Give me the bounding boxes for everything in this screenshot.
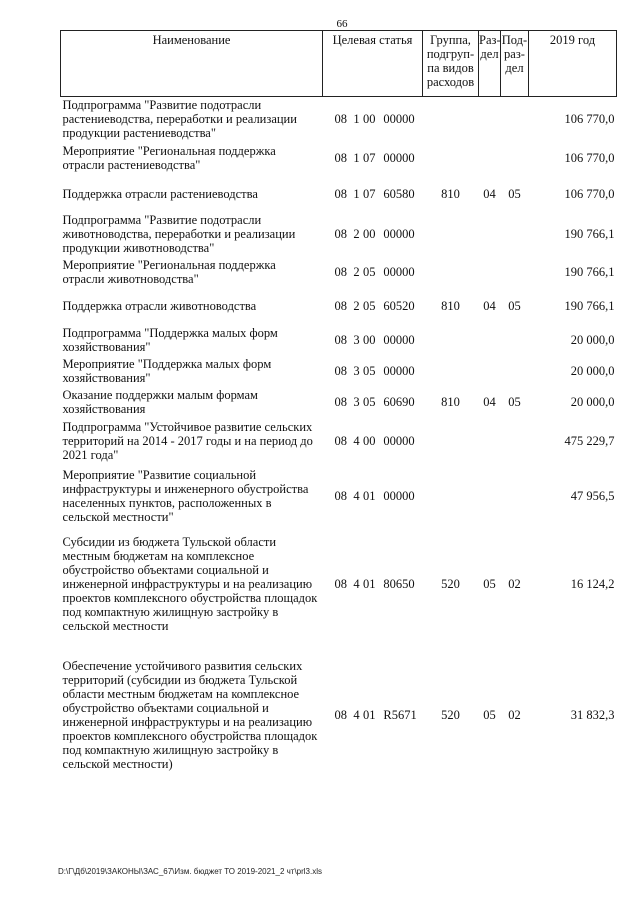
code-direction: 00000 [383, 488, 415, 503]
table-row [61, 529, 617, 639]
header-name: Наименование [61, 31, 323, 97]
code-event: 07 [363, 150, 376, 165]
code-direction: 00000 [383, 264, 415, 279]
row-name: Поддержка отрасли растениеводства [62, 186, 258, 201]
code-subprogram: 1 [353, 150, 360, 165]
code-event: 00 [363, 332, 376, 347]
row-name: Мероприятие "Развитие социальной инфраструктуры и инженерного обустройства населенных пунктов, расположенных в сельской местности" [62, 467, 309, 524]
table-row [61, 357, 617, 385]
row-amount: 47 956,5 [570, 488, 615, 503]
row-name: Подпрограмма "Поддержка малых форм хозяйствования" [62, 325, 278, 354]
code-direction: 00000 [383, 150, 415, 165]
code-direction: 60520 [383, 298, 415, 313]
code-event: 00 [363, 111, 376, 126]
row-amount: 475 229,7 [564, 433, 615, 448]
code-direction: 00000 [383, 332, 415, 347]
code-program: 08 [334, 226, 348, 241]
row-name: Оказание поддержки малым формам хозяйствования [62, 387, 258, 416]
code-program: 08 [334, 488, 348, 503]
row-group: 520 [441, 576, 460, 591]
header-section: Раз-дел [479, 31, 501, 97]
row-subsection [501, 419, 529, 463]
row-target-code [323, 639, 423, 791]
row-group: 520 [441, 707, 460, 722]
row-target-code [323, 289, 423, 323]
row-target-code [323, 175, 423, 213]
table-row [61, 639, 617, 791]
code-subprogram: 4 [353, 576, 360, 591]
code-event: 07 [363, 186, 376, 201]
row-amount: 190 766,1 [564, 226, 615, 241]
code-subprogram: 3 [353, 332, 360, 347]
row-name: Обеспечение устойчивого развития сельских территорий (субсидии из бюджета Тульской области местным бюджетам на комплексное обустройство объектами социальной и инженерной инфраструктуры и на реализацию проектов комплексного обустройства площадок под компактную жилищную застройку в сельской местности) [62, 658, 318, 771]
row-section [479, 323, 501, 357]
row-subsection: 05 [508, 186, 521, 201]
table-row [61, 323, 617, 357]
row-subsection [501, 357, 529, 385]
code-program: 08 [334, 264, 348, 279]
row-name: Поддержка отрасли животноводства [62, 298, 257, 313]
table-row [61, 419, 617, 463]
code-event: 00 [363, 433, 376, 448]
row-section [479, 141, 501, 175]
row-amount: 190 766,1 [564, 298, 615, 313]
row-subsection [501, 323, 529, 357]
row-amount: 190 766,1 [564, 264, 615, 279]
table-row [61, 175, 617, 213]
row-target-code [323, 213, 423, 255]
code-subprogram: 2 [353, 226, 360, 241]
code-program: 08 [334, 298, 348, 313]
row-group [423, 255, 479, 289]
row-section [479, 357, 501, 385]
row-subsection [501, 463, 529, 529]
code-direction: 00000 [383, 111, 415, 126]
code-subprogram: 4 [353, 433, 360, 448]
header-target: Целевая статья [323, 31, 423, 97]
row-subsection: 05 [508, 394, 521, 409]
page-number: 66 [336, 18, 348, 30]
row-amount: 20 000,0 [570, 332, 615, 347]
table-row [61, 385, 617, 419]
code-subprogram: 2 [353, 264, 360, 279]
code-event: 01 [363, 576, 376, 591]
row-target-code [323, 357, 423, 385]
row-section [479, 463, 501, 529]
row-group [423, 97, 479, 141]
row-group [423, 323, 479, 357]
code-program: 08 [334, 111, 348, 126]
table-header-row [61, 31, 617, 97]
code-subprogram: 1 [353, 186, 360, 201]
row-amount: 20 000,0 [570, 394, 615, 409]
code-program: 08 [334, 394, 348, 409]
budget-table [60, 30, 617, 791]
table-row [61, 213, 617, 255]
code-direction: 00000 [383, 226, 415, 241]
table-row [61, 141, 617, 175]
code-direction: 80650 [383, 576, 415, 591]
row-section [479, 419, 501, 463]
code-direction: 60580 [383, 186, 415, 201]
row-section: 04 [483, 298, 496, 313]
row-name: Мероприятие "Региональная поддержка отрасли растениеводства" [62, 143, 276, 172]
row-section: 04 [483, 394, 496, 409]
code-direction: R5671 [383, 707, 417, 722]
row-name: Подпрограмма "Развитие подотрасли растениеводства, переработки и реализации продукции растениеводства" [62, 97, 297, 140]
header-group: Группа, подгруп-па видов расходов [423, 31, 479, 97]
row-group [423, 419, 479, 463]
row-section [479, 255, 501, 289]
row-subsection [501, 255, 529, 289]
row-target-code [323, 529, 423, 639]
row-section [479, 97, 501, 141]
code-subprogram: 4 [353, 707, 360, 722]
row-amount: 20 000,0 [570, 363, 615, 378]
table-row [61, 97, 617, 141]
code-subprogram: 2 [353, 298, 360, 313]
row-target-code [323, 141, 423, 175]
row-amount: 106 770,0 [564, 186, 615, 201]
code-event: 05 [363, 394, 376, 409]
code-event: 05 [363, 264, 376, 279]
row-group: 810 [441, 394, 460, 409]
row-section [479, 213, 501, 255]
row-section: 05 [483, 707, 496, 722]
header-year: 2019 год [529, 31, 617, 97]
code-direction: 00000 [383, 433, 415, 448]
row-subsection [501, 213, 529, 255]
row-group [423, 463, 479, 529]
code-subprogram: 1 [353, 111, 360, 126]
code-program: 08 [334, 150, 348, 165]
row-target-code [323, 255, 423, 289]
row-group: 810 [441, 186, 460, 201]
header-subsection: Под-раз-дел [501, 31, 529, 97]
code-program: 08 [334, 332, 348, 347]
row-subsection [501, 141, 529, 175]
row-amount: 16 124,2 [570, 576, 615, 591]
row-subsection: 02 [508, 707, 521, 722]
code-program: 08 [334, 707, 348, 722]
code-program: 08 [334, 433, 348, 448]
row-name: Субсидии из бюджета Тульской области местным бюджетам на комплексное обустройство объектами социальной и инженерной инфраструктуры и на реализацию проектов комплексного обустройства площадок под компактную жилищную застройку в сельской местности [62, 534, 318, 633]
code-program: 08 [334, 363, 348, 378]
row-group: 810 [441, 298, 460, 313]
row-name: Подпрограмма "Развитие подотрасли животноводства, переработки и реализации продукции животноводства" [62, 212, 296, 255]
code-event: 05 [363, 298, 376, 313]
table-row [61, 255, 617, 289]
row-target-code [323, 385, 423, 419]
code-subprogram: 4 [353, 488, 360, 503]
row-section: 05 [483, 576, 496, 591]
row-amount: 31 832,3 [570, 707, 615, 722]
code-event: 01 [363, 707, 376, 722]
code-direction: 60690 [383, 394, 415, 409]
row-group [423, 141, 479, 175]
row-subsection: 02 [508, 576, 521, 591]
row-name: Подпрограмма "Устойчивое развитие сельских территорий на 2014 - 2017 годы и на период до 2021 года" [62, 419, 313, 462]
row-target-code [323, 463, 423, 529]
row-target-code [323, 323, 423, 357]
row-subsection [501, 97, 529, 141]
code-subprogram: 3 [353, 363, 360, 378]
row-section: 04 [483, 186, 496, 201]
code-event: 05 [363, 363, 376, 378]
row-name: Мероприятие "Поддержка малых форм хозяйствования" [62, 356, 272, 385]
code-program: 08 [334, 576, 348, 591]
row-subsection: 05 [508, 298, 521, 313]
row-target-code [323, 419, 423, 463]
table-row [61, 289, 617, 323]
row-name: Мероприятие "Региональная поддержка отрасли животноводства" [62, 257, 276, 286]
code-event: 00 [363, 226, 376, 241]
file-path-footer: D:\Г\Дб\2019\ЗАКОНЫ\ЗАС_67\Изм. бюджет ТО 2019-2021_2 чт\prl3.xls [58, 867, 323, 876]
code-event: 01 [363, 488, 376, 503]
row-group [423, 213, 479, 255]
row-amount: 106 770,0 [564, 150, 615, 165]
code-program: 08 [334, 186, 348, 201]
row-amount: 106 770,0 [564, 111, 615, 126]
row-group [423, 357, 479, 385]
code-direction: 00000 [383, 363, 415, 378]
row-target-code [323, 97, 423, 141]
table-row [61, 463, 617, 529]
code-subprogram: 3 [353, 394, 360, 409]
